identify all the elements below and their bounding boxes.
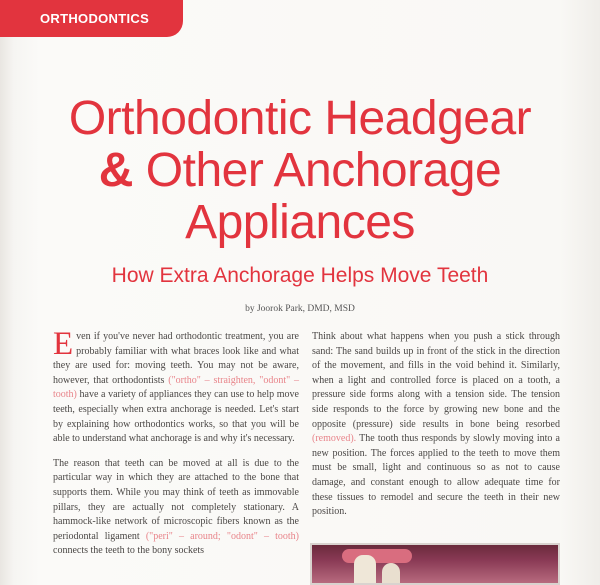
title-line-3: Appliances [185, 196, 415, 249]
photo-tooth [382, 563, 400, 585]
photo-gum [342, 549, 412, 563]
photo-tooth [354, 555, 376, 585]
left-p2-text-1: The reason that teeth can be moved at all is due to the particular way in which they are attached to the bone that supports them. While you may think of teeth as immovable pillars, they are actually not completely stationary. A hammock-like network of microscopic fibers known as the periodontal ligament [53, 457, 299, 542]
left-p2-etymology: ("peri" – around; "odont" – tooth) [145, 530, 299, 542]
left-p1-etymology: ("ortho" – straighten, "odont" – tooth) [53, 374, 300, 401]
byline: by Joorok Park, DMD, MSD [245, 304, 355, 314]
right-p1-removed: (removed). [312, 433, 357, 445]
title-line-1: Orthodontic Headgear [68, 92, 532, 145]
left-p2-text-2: connects the teeth to the bony sockets [53, 545, 205, 557]
right-paragraph-1 [312, 330, 560, 520]
drop-cap: E [53, 326, 74, 362]
left-p1-text-1: ven if you've never had orthodontic treatment, you are probably familiar with what braces look like and what they are used for: moving teeth. You may not be aware, however, that orthodontists [53, 331, 299, 386]
article-title [0, 93, 600, 249]
title-line-2 [0, 145, 600, 197]
title-ampersand: & [98, 144, 133, 197]
right-p1-text-1: Think about what happens when you push a stick through sand: The sand builds up in front of the stick in the direction of the movement, and fills in the void behind it. Similarly, when a light and controlled force is placed on a tooth, a pressure side forms along with a tension side. The tension side responds to the force by growing new bone and the opposite (pressure) side results in bone being resorbed [312, 331, 560, 430]
title-line-2-text: Other Anchorage [132, 144, 502, 197]
teeth-photo [310, 543, 560, 585]
right-p1-text-2: The tooth thus responds by slowly moving into a new position. The forces applied to the teeth to move them must be small, light and continuous so as not to cause damage, and constant enough to allow adequate time for these tissues to remodel and secure the teeth in their new position. [312, 433, 560, 518]
section-label: ORTHODONTICS [0, 0, 183, 37]
left-p1-text-2: have a variety of appliances they can use to help move teeth, especially when extra anchorage is needed. Let's start by explaining how orthodontics works, so that you will be able to understand what anchorage is and why it's necessary. [53, 389, 299, 445]
left-paragraph-2 [53, 457, 299, 559]
article-subtitle: How Extra Anchorage Helps Move Teeth [111, 264, 489, 287]
left-column [53, 326, 300, 559]
right-column [312, 330, 560, 520]
left-paragraph-1 [53, 326, 300, 447]
